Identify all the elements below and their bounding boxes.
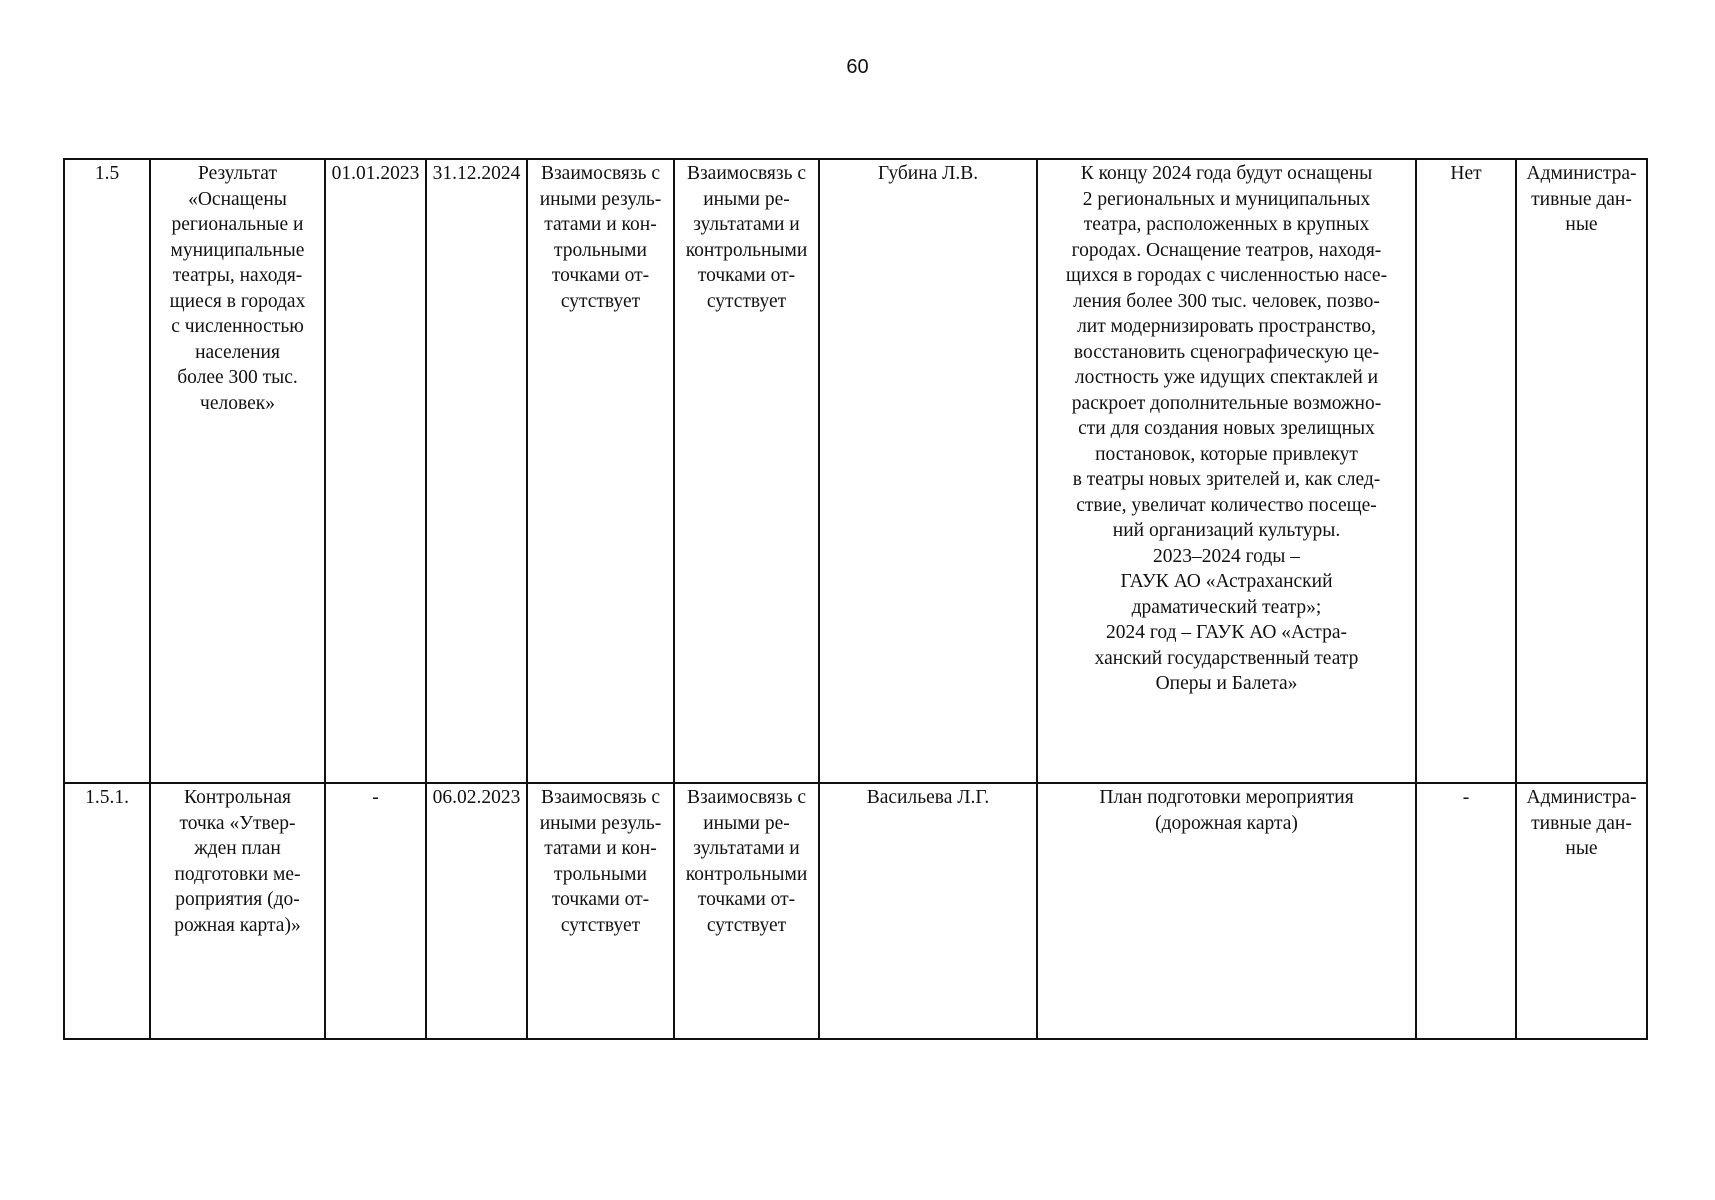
description-cell: К концу 2024 года будут оснащены 2 региональных и муниципальных театра, расположенных в крупных городах. Оснащение театров, находя- щихся в городах с численностью насе- ления более 300 тыс. человек, позво- лит модернизировать пространство, восстановить сценографическую це- лостность уже идущих спектаклей и раскроет дополнительные возможно- сти для создания новых зрелищных постановок, которые привлекут в театры новых зрителей и, как след- ствие, увеличат количество посеще- ний организаций культуры. 2023–2024 годы – ГАУК АО «Астраханский драматический театр»; 2024 год – ГАУК АО «Астра- ханский государственный театр Оперы и Балета» xyxy=(1037,159,1416,783)
relation-results-cell: Взаимосвязь с иными резуль- татами и кон- трольными точками от- сутствует xyxy=(527,159,674,783)
table-row xyxy=(64,783,1647,1039)
end-date-cell: 06.02.2023 xyxy=(426,783,527,1039)
relation-checkpoints-cell: Взаимосвязь с иными ре- зультатами и контрольными точками от- сутствует xyxy=(674,159,819,783)
row-number: 1.5.1. xyxy=(64,783,150,1039)
page-number: 60 xyxy=(846,56,869,78)
result-name-cell: Контрольная точка «Утвер- жден план подготовки ме- роприятия (до- рожная карта)» xyxy=(150,783,325,1039)
table-row xyxy=(64,159,1647,783)
start-date-cell: - xyxy=(325,783,426,1039)
data-source-cell: Администра- тивные дан- ные xyxy=(1516,159,1647,783)
description-cell: План подготовки мероприятия (дорожная карта) xyxy=(1037,783,1416,1039)
responsible-cell: Губина Л.В. xyxy=(819,159,1037,783)
end-date-cell: 31.12.2024 xyxy=(426,159,527,783)
document-table xyxy=(63,158,1648,1040)
result-name-cell: Результат «Оснащены региональные и муниципальные театры, находя- щиеся в городах с численностью населения более 300 тыс. человек» xyxy=(150,159,325,783)
start-date-cell: 01.01.2023 xyxy=(325,159,426,783)
data-source-cell: Администра- тивные дан- ные xyxy=(1516,783,1647,1039)
flag-cell: - xyxy=(1416,783,1516,1039)
relation-checkpoints-cell: Взаимосвязь с иными ре- зультатами и контрольными точками от- сутствует xyxy=(674,783,819,1039)
flag-cell: Нет xyxy=(1416,159,1516,783)
responsible-cell: Васильева Л.Г. xyxy=(819,783,1037,1039)
row-number: 1.5 xyxy=(64,159,150,783)
relation-results-cell: Взаимосвязь с иными резуль- татами и кон- трольными точками от- сутствует xyxy=(527,783,674,1039)
